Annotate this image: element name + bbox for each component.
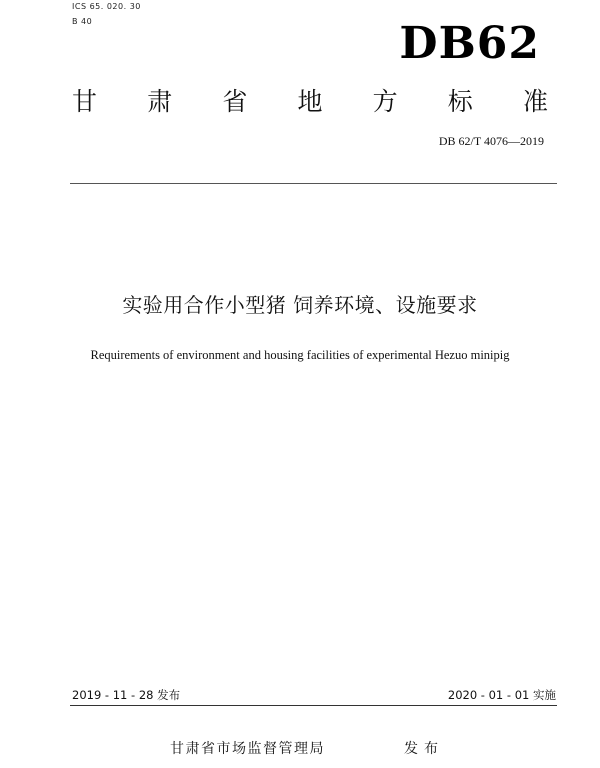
issue-label: 发布 bbox=[404, 741, 444, 757]
issue-date: 2019 - 11 - 28 发布 bbox=[72, 688, 181, 702]
document-title-english: Requirements of environment and housing facilities of experimental Hezuo minipig bbox=[90, 348, 510, 362]
document-title-chinese: 实验用合作小型猪 饲养环境、设施要求 bbox=[122, 293, 478, 317]
ccs-code: B 40 bbox=[72, 17, 93, 26]
standard-type-char: 方 bbox=[372, 87, 398, 116]
db-code-mark: DB62 bbox=[399, 18, 540, 69]
standard-type-heading bbox=[72, 86, 548, 118]
standard-type-char: 标 bbox=[447, 87, 473, 116]
standard-number: DB 62/T 4076—2019 bbox=[438, 134, 544, 148]
standard-type-char: 肃 bbox=[147, 87, 173, 116]
standard-type-char: 准 bbox=[522, 87, 548, 116]
standard-type-char: 地 bbox=[297, 87, 323, 116]
standard-type-char: 省 bbox=[222, 87, 248, 116]
ics-code: ICS 65. 020. 30 bbox=[72, 2, 141, 11]
standard-type-char: 甘 bbox=[72, 87, 98, 116]
issuing-authority: 甘肃省市场监督管理局 bbox=[170, 741, 325, 757]
implementation-date: 2020 - 01 - 01 实施 bbox=[447, 688, 556, 702]
header-divider bbox=[70, 183, 557, 184]
footer-divider bbox=[70, 705, 557, 706]
